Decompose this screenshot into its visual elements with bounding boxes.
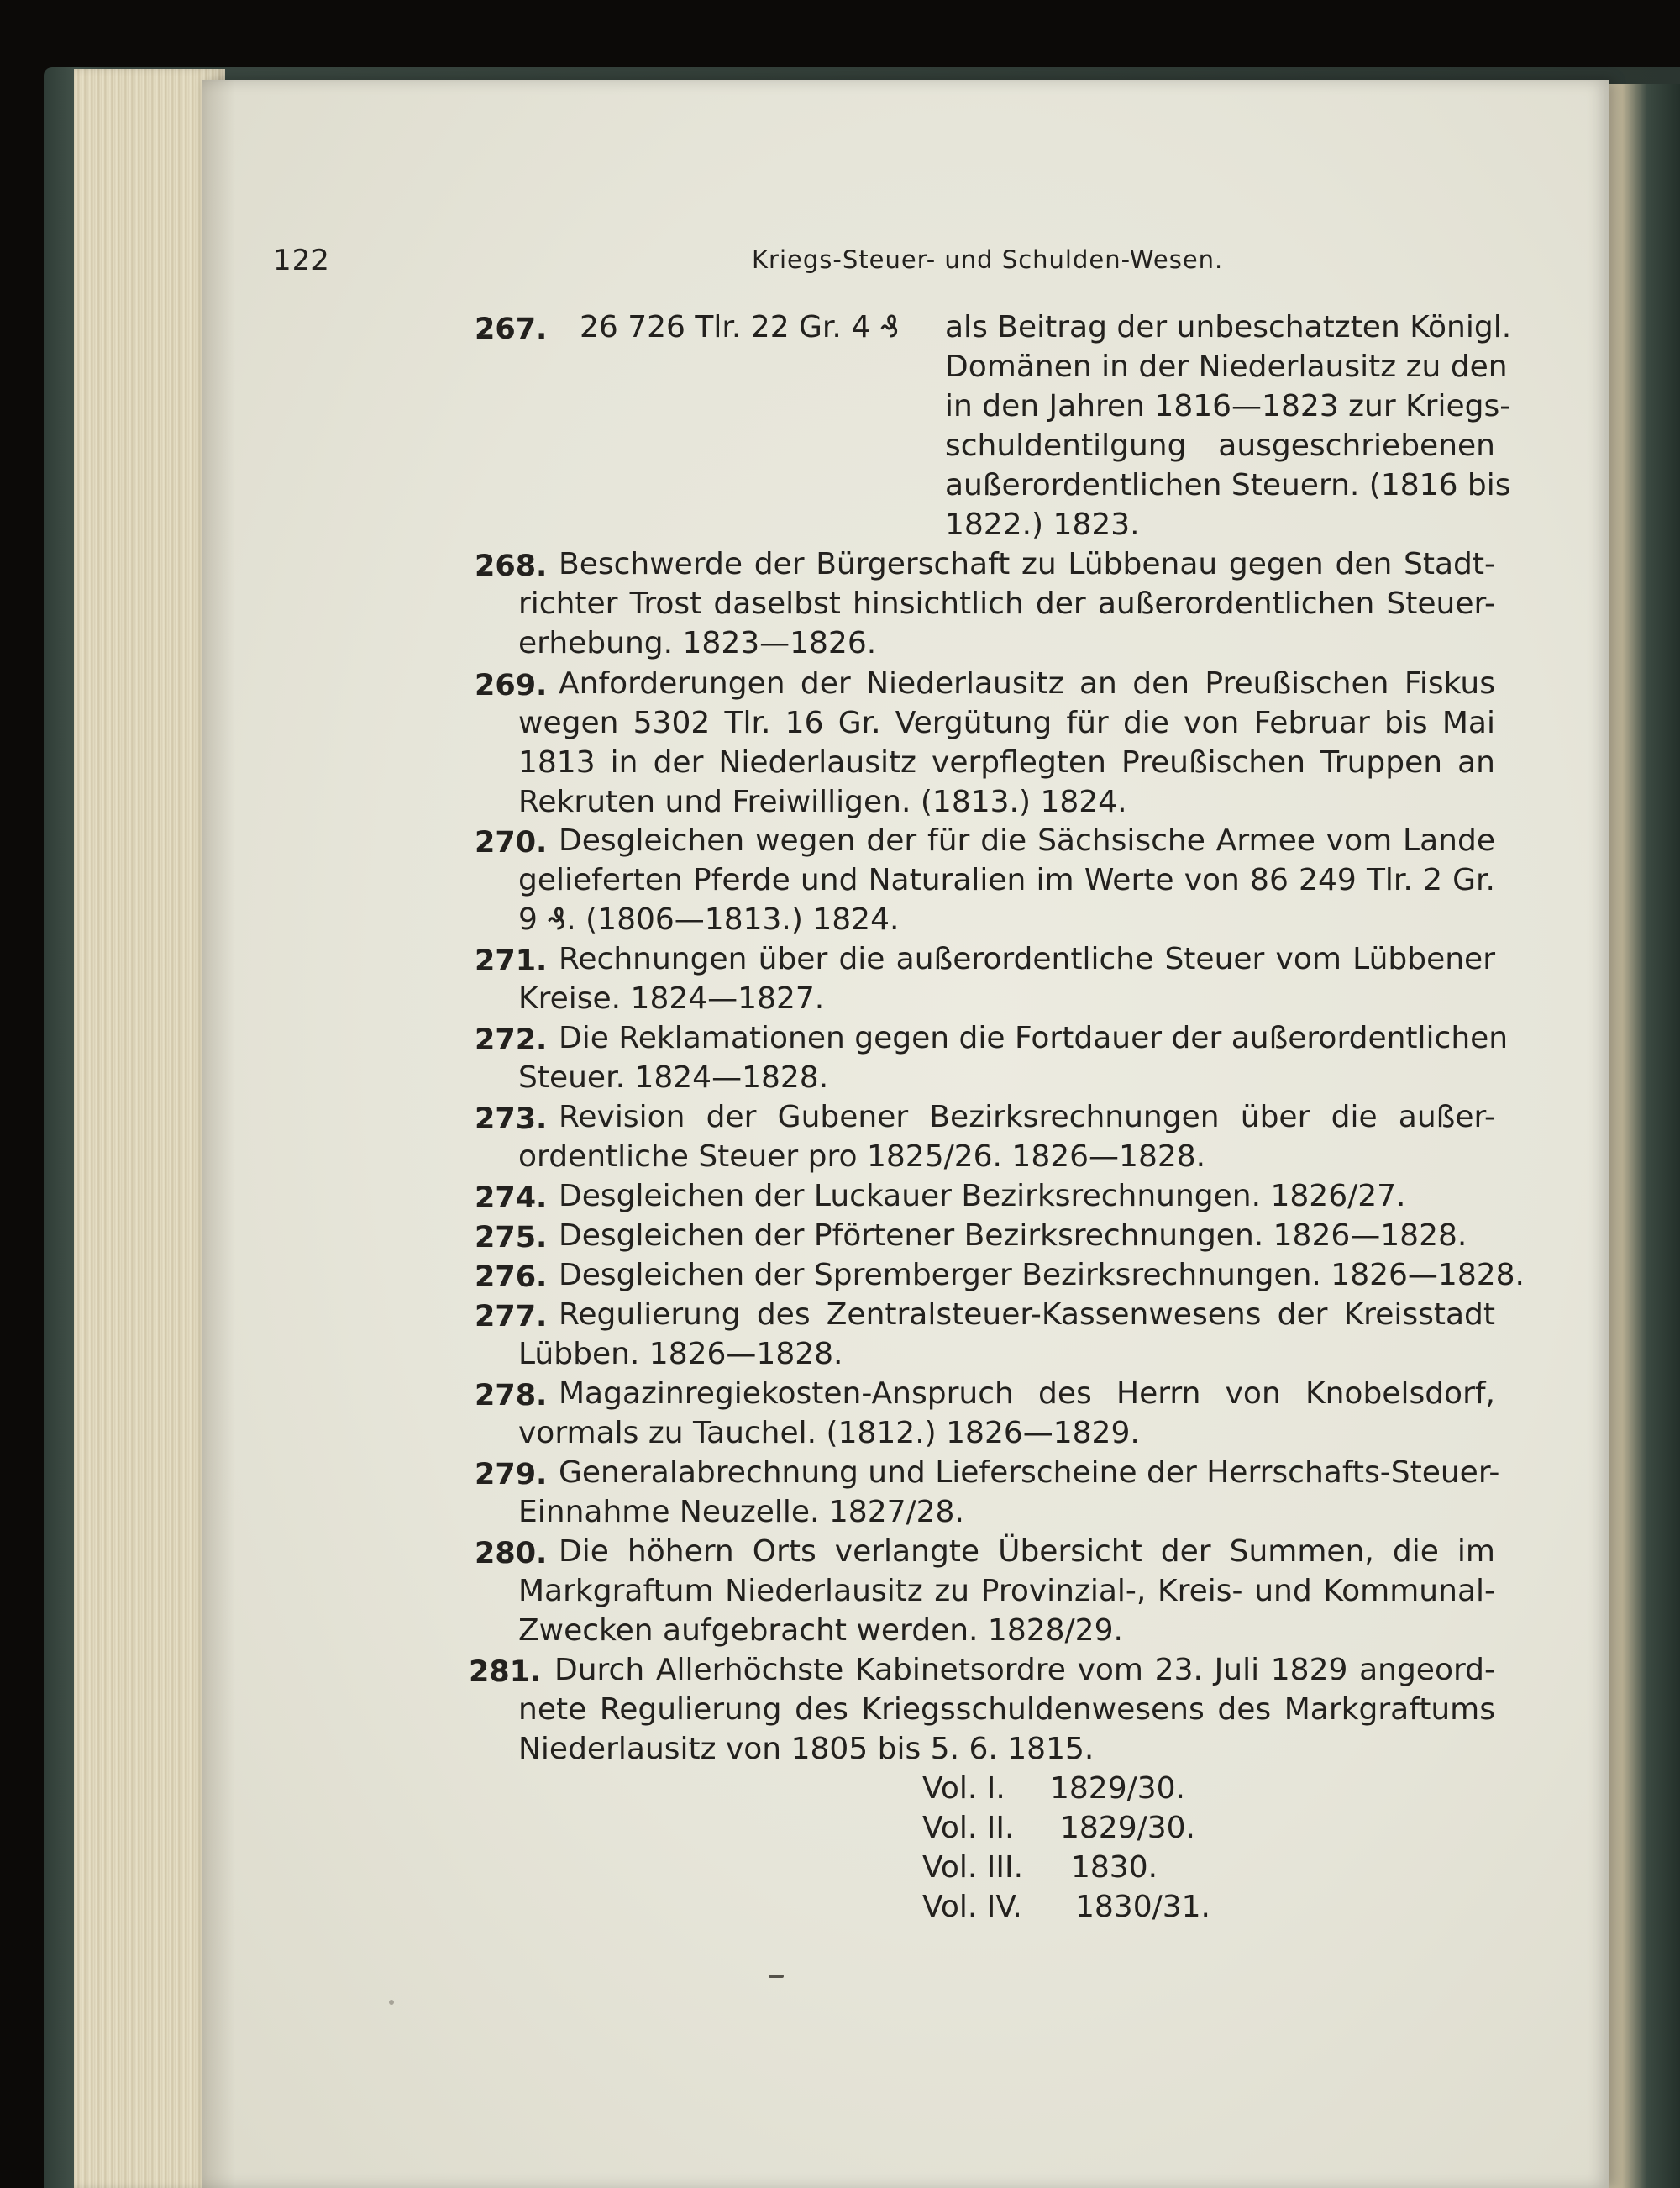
entry-line: als Beitrag der unbeschatzten Königl.	[945, 310, 1512, 345]
volume-label: Vol. III.	[922, 1850, 1024, 1885]
entry-line: Durch Allerhöchste Kabinetsordre vom 23. Juli 1829 angeord-	[554, 1653, 1495, 1687]
entry-line: Anforderungen der Niederlausitz an den Preußischen Fiskus	[559, 666, 1495, 701]
entry-line: 1822.) 1823.	[945, 508, 1140, 542]
entry-number: 274.	[475, 1181, 548, 1215]
entry-line: Lübben. 1826—1828.	[518, 1337, 843, 1371]
entry-line: ordentliche Steuer pro 1825/26. 1826—1828.	[518, 1139, 1206, 1174]
entry-line: Steuer. 1824—1828.	[518, 1060, 829, 1095]
entry-number: 269.	[475, 669, 548, 702]
entry-line: Magazinregiekosten-Anspruch des Herrn von Knobelsdorf,	[559, 1376, 1495, 1411]
entry-line: Markgraftum Niederlausitz zu Provinzial-, Kreis- und Kommunal-	[518, 1574, 1495, 1608]
entry-number: 273.	[475, 1102, 548, 1136]
volume-date: 1830/31.	[1075, 1890, 1210, 1924]
entry-line: außerordentlichen Steuern. (1816 bis	[945, 468, 1511, 502]
entry-line: Zwecken aufgebracht werden. 1828/29.	[518, 1613, 1123, 1648]
entry-line: erhebung. 1823—1826.	[518, 626, 877, 660]
volume-label: Vol. I.	[922, 1771, 1005, 1806]
entry-line: 9 ₰. (1806—1813.) 1824.	[518, 902, 900, 937]
entry-number: 278.	[475, 1379, 548, 1412]
entry-number: 267.	[475, 313, 548, 346]
entry-number: 268.	[475, 550, 548, 583]
entry-number: 277.	[475, 1300, 548, 1333]
entry-line: nete Regulierung des Kriegsschuldenwesens des Markgraftums	[518, 1692, 1495, 1727]
entry-line: Kreise. 1824—1827.	[518, 981, 825, 1016]
entry-line: Niederlausitz von 1805 bis 5. 6. 1815.	[518, 1732, 1095, 1766]
entry-line: Einnahme Neuzelle. 1827/28.	[518, 1495, 964, 1529]
running-title: Kriegs-Steuer- und Schulden-Wesen.	[752, 245, 1224, 274]
entry-line: Desgleichen der Pförtener Bezirksrechnungen. 1826—1828.	[559, 1218, 1467, 1253]
entry-line: gelieferten Pferde und Naturalien im Werte von 86 249 Tlr. 2 Gr.	[518, 863, 1495, 897]
entry-line: Desgleichen wegen der für die Sächsische Armee vom Lande	[559, 823, 1495, 858]
volume-date: 1830.	[1071, 1850, 1158, 1885]
entry-line: Rechnungen über die außerordentliche Steuer vom Lübbener	[559, 942, 1495, 976]
volume-label: Vol. II.	[922, 1811, 1015, 1845]
entry-line: schuldentilgung ausgeschriebenen	[945, 429, 1495, 463]
entry-line: Die höhern Orts verlangte Übersicht der Summen, die im	[559, 1534, 1495, 1569]
entry-number: 279.	[475, 1458, 548, 1491]
printer-mark	[769, 1975, 784, 1978]
entry-line: 1813 in der Niederlausitz verpflegten Preußischen Truppen an	[518, 745, 1495, 780]
entry-line: Rekruten und Freiwilligen. (1813.) 1824.	[518, 785, 1127, 819]
entry-line: in den Jahren 1816—1823 zur Kriegs-	[945, 389, 1511, 423]
volume-label: Vol. IV.	[922, 1890, 1022, 1924]
entry-number: 281.	[469, 1655, 542, 1689]
entry-line: Desgleichen der Spremberger Bezirksrechnungen. 1826—1828.	[559, 1258, 1525, 1292]
page-number: 122	[273, 244, 330, 277]
entry-line: Generalabrechnung und Lieferscheine der Herrschafts-Steuer-	[559, 1455, 1500, 1490]
entry-line: Desgleichen der Luckauer Bezirksrechnungen. 1826/27.	[559, 1179, 1406, 1213]
entry-number: 270.	[475, 826, 548, 860]
entry-number: 272.	[475, 1023, 548, 1057]
entry-line: richter Trost daselbst hinsichtlich der außerordentlichen Steuer-	[518, 586, 1495, 621]
entry-line: Die Reklamationen gegen die Fortdauer der außerordentlichen	[559, 1021, 1509, 1055]
entry-line: Domänen in der Niederlausitz zu den	[945, 350, 1508, 384]
entry-line: Beschwerde der Bürgerschaft zu Lübbenau gegen den Stadt-	[559, 547, 1495, 581]
entry-line: Regulierung des Zentralsteuer-Kassenwesens der Kreisstadt	[559, 1297, 1495, 1332]
entry-number: 276.	[475, 1260, 548, 1294]
entry-number: 271.	[475, 944, 548, 978]
entry-number: 280.	[475, 1537, 548, 1570]
entry-number: 275.	[475, 1221, 548, 1254]
entry-line: vormals zu Tauchel. (1812.) 1826—1829.	[518, 1416, 1140, 1450]
entry-amount: 26 726 Tlr. 22 Gr. 4 ₰	[580, 310, 900, 345]
volume-date: 1829/30.	[1050, 1771, 1185, 1806]
volume-date: 1829/30.	[1060, 1811, 1195, 1845]
entry-line: Revision der Gubener Bezirksrechnungen über die außer-	[559, 1100, 1495, 1134]
paper-speck	[389, 2000, 394, 2005]
entry-line: wegen 5302 Tlr. 16 Gr. Vergütung für die von Februar bis Mai	[518, 706, 1495, 740]
